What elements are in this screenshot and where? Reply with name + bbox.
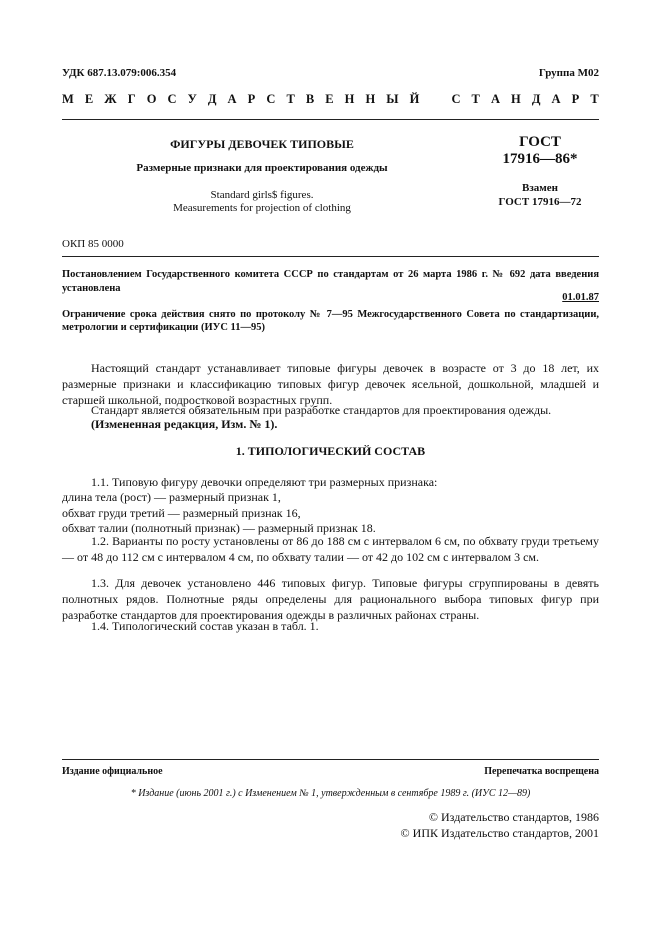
footer-divider: [62, 759, 599, 760]
udk-code: УДК 687.13.079:006.354: [62, 67, 177, 79]
okp-divider: [62, 256, 599, 257]
okp-code: ОКП 85 0000: [62, 238, 124, 250]
banner-letter: Т: [286, 92, 295, 106]
banner-letter: А: [227, 92, 237, 106]
banner-letter: В: [305, 92, 315, 106]
banner-letter: Д: [207, 92, 217, 106]
limitation-notice: Ограничение срока действия снято по протоколу № 7—95 Межгосударственного Совета по стандартизации, метрологии и сертификации (ИУС 11—95): [62, 309, 599, 333]
clause-1-1: 1.1. Типовую фигуру девочки определяют три размерных признака:: [91, 475, 438, 489]
banner-letter: Е: [325, 92, 334, 106]
banner-letter: Й: [409, 92, 420, 106]
banner-letter: Н: [511, 92, 521, 106]
banner-letter: Т: [471, 92, 480, 106]
intro-amendment: (Измененная редакция, Изм. № 1).: [91, 417, 278, 431]
header-divider: [62, 119, 599, 120]
banner-letter: Р: [571, 92, 580, 106]
banner-letter: С: [266, 92, 276, 106]
copyright-2001: © ИПК Издательство стандартов, 2001: [400, 826, 599, 840]
introduction-date: 01.01.87: [562, 292, 599, 303]
gost-number: 17916—86*: [502, 151, 578, 167]
banner-letter: Д: [531, 92, 541, 106]
replaces-number: ГОСТ 17916—72: [498, 196, 582, 208]
banner-letter: С: [451, 92, 461, 106]
clause-1-3: 1.3. Для девочек установлено 446 типовых фигур. Типовые фигуры сгруппированы в девять полнотных рядов. Полнотные ряды определены для рационального выбора типовых фигур при разработке стандартов для проектирования одежды в различных районах страны.: [62, 576, 599, 622]
decree-text: Постановлением Государственного комитета СССР по стандартам от 26 марта 1986 г. № 692 дата введения установлена: [62, 269, 599, 294]
banner-letter: Ж: [104, 92, 117, 106]
banner-letter: А: [490, 92, 500, 106]
banner-letter: О: [146, 92, 157, 106]
clause-1-2: 1.2. Варианты по росту установлены от 86 до 188 см с интервалом 6 см, по обхвату груди третьему — от 48 до 112 см с интервалом 4 см, по обхвату талии — от 42 до 102 см с интервалом 3 см.: [62, 534, 599, 564]
banner-letter: Н: [344, 92, 355, 106]
list-item: длина тела (рост) — размерный признак 1,: [62, 490, 281, 504]
group-code: Группа М02: [538, 67, 599, 79]
official-edition: Издание официальное: [62, 766, 163, 777]
standard-banner: [62, 92, 599, 107]
edition-footnote: * Издание (июнь 2001 г.) с Изменением № 1, утвержденным в сентябре 1989 г. (ИУС 12—89): [130, 788, 531, 799]
clause-1-4: 1.4. Типологический состав указан в табл. 1.: [91, 619, 319, 633]
banner-letter: У: [187, 92, 197, 106]
replaces-label: Взамен: [522, 182, 558, 194]
intro-paragraph: Настоящий стандарт устанавливает типовые фигуры девочек в возрасте от 3 до 18 лет, их размерные признаки и классификацию типовых фигур девочек ясельной, дошкольной, младшей и старшей школьной, подростковой возрастных групп.: [62, 361, 599, 407]
list-item: обхват талии (полнотный признак) — размерный признак 18.: [62, 521, 376, 535]
banner-word-gap: [430, 92, 440, 107]
banner-letter: Р: [247, 92, 256, 106]
banner-letter: Г: [127, 92, 136, 106]
intro-mandatory: Стандарт является обязательным при разработке стандартов для проектирования одежды.: [91, 403, 552, 417]
english-title-line1: Standard girls$ figures.: [210, 189, 314, 201]
reprint-prohibited: Перепечатка воспрещена: [484, 766, 599, 777]
banner-letter: Ы: [386, 92, 399, 106]
list-item: обхват груди третий — размерный признак 16,: [62, 506, 301, 520]
copyright-1986: © Издательство стандартов, 1986: [428, 810, 599, 824]
banner-letter: С: [167, 92, 177, 106]
banner-letter: Е: [84, 92, 94, 106]
banner-letter: Т: [590, 92, 599, 106]
document-title: ФИГУРЫ ДЕВОЧЕК ТИПОВЫЕ: [170, 137, 354, 151]
banner-letter: А: [551, 92, 561, 106]
document-subtitle: Размерные признаки для проектирования одежды: [136, 162, 388, 174]
banner-letter: М: [62, 92, 74, 106]
english-title-line2: Measurements for projection of clothing: [173, 202, 351, 214]
gost-label: ГОСТ: [519, 134, 561, 150]
banner-letter: Н: [365, 92, 376, 106]
section-heading: 1. ТИПОЛОГИЧЕСКИЙ СОСТАВ: [235, 444, 426, 458]
